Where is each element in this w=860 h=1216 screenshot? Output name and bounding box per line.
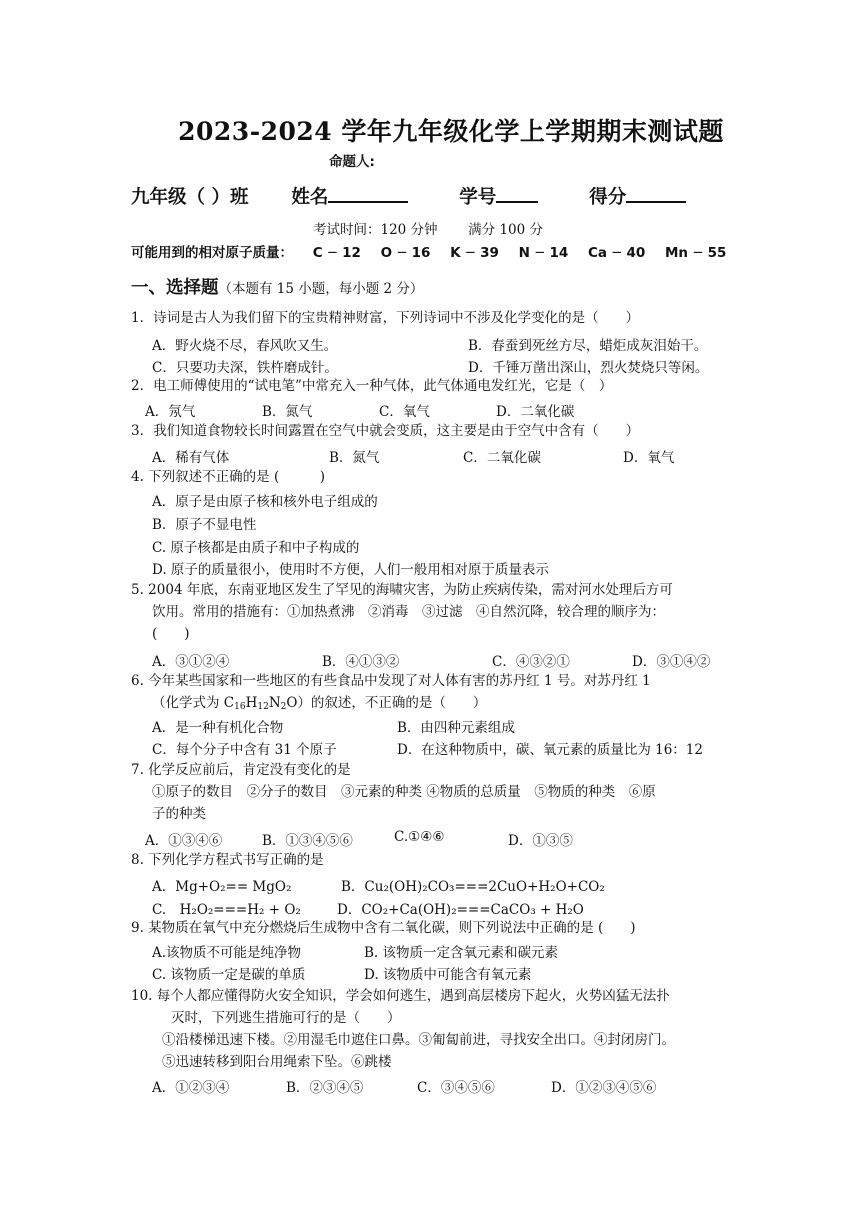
- q6-line2-suffix: ）的叙述，不正确的是（ ）: [297, 695, 487, 711]
- q3-stem: 3．我们知道食物较长时间露置在空气中就会变质，这主要是由于空气中含有（ ）: [131, 423, 640, 439]
- q5-option-a: A．③①②④: [152, 654, 230, 670]
- q10-line1: 10. 每个人都应懂得防火安全知识，学会如何逃生，遇到高层楼房下起火，火势凶猛无法扑: [131, 988, 670, 1004]
- q6-option-b: B．由四种元素组成: [397, 720, 515, 736]
- q6-option-a: A．是一种有机化合物: [152, 720, 284, 736]
- q5-line1: 5. 2004 年底，东南亚地区发生了罕见的海啸灾害，为防止疾病传染，需对河水处理后方可: [131, 582, 673, 598]
- atomic-mass-mn: Mn ─ 55: [665, 245, 727, 261]
- q2-option-a: A．氖气: [145, 404, 196, 420]
- q10-line2: 灭时，下列逃生措施可行的是（ ）: [171, 1010, 401, 1026]
- score-blank[interactable]: [626, 183, 686, 203]
- q5-line2: 饮用。常用的措施有：①加热煮沸 ②消毒 ③过滤 ④自然沉降，较合理的顺序为：: [152, 604, 665, 620]
- q6-line2-prefix: （化学式为 C: [152, 695, 235, 711]
- q10-line4: ⑤迅速转移到阳台用绳索下坠。⑥跳楼: [162, 1054, 392, 1070]
- q6-line1: 6. 今年某些国家和一些地区的有些食品中发现了对人体有害的苏丹红 1 号。对苏丹红 1: [131, 673, 651, 689]
- q5-option-b: B．④①③②: [322, 654, 400, 670]
- q10-option-b: B．②③④⑤: [286, 1080, 364, 1096]
- page-title: 2023-2024 学年九年级化学上学期期末测试题: [178, 117, 724, 146]
- q6-option-d: D．在这种物质中，碳、氧元素的质量比为 16：12: [397, 742, 703, 758]
- q6-option-c: C．每个分子中含有 31 个原子: [152, 742, 337, 758]
- q5-option-c: C．④③②①: [492, 654, 570, 670]
- q5-option-d: D．③①④②: [632, 654, 711, 670]
- q2-option-d: D．二氧化碳: [496, 404, 575, 420]
- q2-option-c: C．氧气: [379, 404, 430, 420]
- q10-line3: ①沿楼梯迅速下楼。②用湿毛巾遮住口鼻。③匍匐前进，寻找安全出口。④封闭房门。: [162, 1032, 675, 1048]
- q7-option-d: D．①③⑤: [508, 833, 573, 849]
- q8-option-d: D．CO₂+Ca(OH)₂===CaCO₃ + H₂O: [337, 902, 584, 918]
- q7-line1: 7. 化学反应前后，肯定没有变化的是: [131, 762, 351, 778]
- q10-option-a: A．①②③④: [152, 1080, 230, 1096]
- atomic-mass-c: C ─ 12: [312, 245, 361, 261]
- q8-stem: 8. 下列化学方程式书写正确的是: [131, 852, 324, 868]
- q10-option-c: C．③④⑤⑥: [417, 1080, 495, 1096]
- q6-line2: （化学式为 $C_{16}H_{12}N_2O$）的叙述，不正确的是（ ）: [152, 695, 487, 712]
- q4-option-c: C. 原子核都是由质子和中子构成的: [152, 540, 360, 556]
- q7-option-a: A．①③④⑥: [145, 833, 223, 849]
- name-blank[interactable]: [328, 183, 408, 203]
- section-heading: [131, 274, 423, 299]
- q5-line3: ( ): [152, 626, 190, 642]
- author-label: 命题人:: [329, 154, 375, 170]
- student-info-line: [131, 183, 686, 209]
- q1-option-b: B．春蚕到死丝方尽，蜡炬成灰泪始干。: [468, 338, 708, 354]
- q1-option-a: A．野火烧不尽，春风吹又生。: [152, 338, 338, 354]
- q7-line2: ①原子的数目 ②分子的数目 ③元素的种类 ④物质的总质量 ⑤物质的种类 ⑥原: [152, 784, 656, 800]
- q10-option-d: D．①②③④⑤⑥: [551, 1080, 657, 1096]
- q3-option-a: A．稀有气体: [152, 450, 230, 466]
- section-title: 一、选择题: [131, 278, 219, 298]
- q4-option-b: B．原子不显电性: [152, 517, 257, 533]
- q4-option-a: A．原子是由原子核和核外电子组成的: [152, 494, 378, 510]
- id-label: 学号: [459, 187, 497, 208]
- full-score: 满分 100 分: [468, 222, 544, 238]
- q4-option-d: D. 原子的质量很小，使用时不方便，人们一般用相对原于质量表示: [152, 562, 549, 578]
- q2-option-b: B．氮气: [262, 404, 313, 420]
- atomic-mass-ca: Ca ─ 40: [587, 245, 646, 261]
- q8-option-b: B．Cu₂(OH)₂CO₃===2CuO+H₂O+CO₂: [341, 879, 605, 895]
- q8-option-a: A．Mg+O₂== MgO₂: [152, 879, 292, 895]
- atomic-mass-line: [131, 241, 726, 261]
- atomic-mass-k: K ─ 39: [450, 245, 499, 261]
- q2-stem: 2．电工师傅使用的“试电笔”中常充入一种气体，此气体通电发红光，它是（ ）: [131, 378, 613, 394]
- q7-option-b: B．①③④⑤⑥: [262, 833, 353, 849]
- q9-option-c: C. 该物质一定是碳的单质: [152, 967, 306, 983]
- q7-line3: 子的种类: [152, 806, 206, 822]
- q3-option-d: D．氧气: [623, 450, 675, 466]
- q7-option-c: C.①④⑥: [394, 829, 445, 845]
- q1-option-c: C．只要功夫深，铁杵磨成针。: [152, 360, 338, 376]
- section-note: （本题有 15 小题，每小题 2 分）: [218, 281, 424, 297]
- class-label: 九年级（ ）班: [131, 187, 249, 208]
- q3-option-c: C．二氧化碳: [463, 450, 541, 466]
- q9-option-a: A.该物质不可能是纯净物: [152, 945, 302, 961]
- q3-option-b: B．氮气: [329, 450, 380, 466]
- score-label: 得分: [589, 187, 627, 208]
- atomic-mass-n: N ─ 14: [518, 245, 569, 261]
- atomic-mass-o: O ─ 16: [380, 245, 431, 261]
- q1-option-d: D．千锤万凿出深山，烈火焚烧只等闲。: [468, 360, 709, 376]
- q9-option-b: B. 该物质一定含氧元素和碳元素: [364, 945, 559, 961]
- id-blank[interactable]: [496, 183, 538, 203]
- q4-stem: 4. 下列叙述不正确的是 ( ): [131, 469, 325, 485]
- q8-option-c: C. H₂O₂===H₂ + O₂: [152, 902, 301, 918]
- q1-stem: 1．诗词是古人为我们留下的宝贵精神财富，下列诗词中不涉及化学变化的是（ ）: [131, 310, 640, 326]
- name-label: 姓名: [291, 187, 329, 208]
- exam-meta: [313, 218, 543, 238]
- q9-stem: 9. 某物质在氧气中充分燃烧后生成物中含有二氧化碳，则下列说法中正确的是 ( ): [131, 920, 636, 936]
- q9-option-d: D. 该物质中可能含有氧元素: [364, 967, 532, 983]
- exam-time: 考试时间：120 分钟: [313, 222, 438, 238]
- atomic-mass-label: 可能用到的相对原子质量：: [131, 245, 293, 261]
